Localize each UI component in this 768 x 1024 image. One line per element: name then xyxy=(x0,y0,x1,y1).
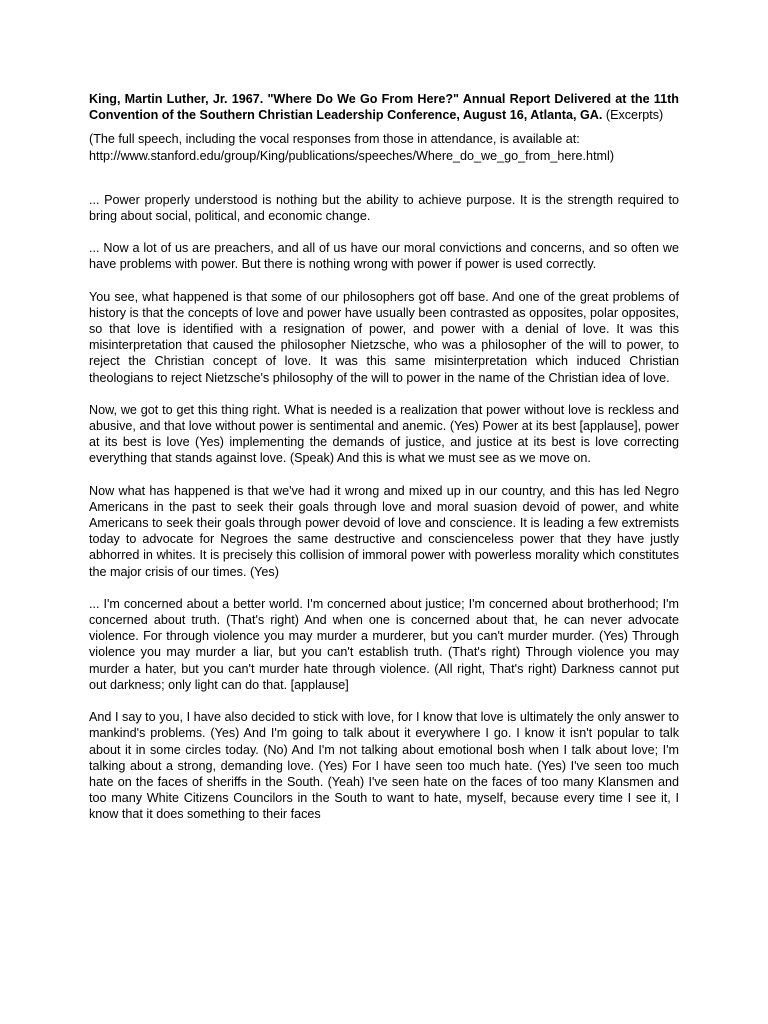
paragraph-3: You see, what happened is that some of our philosophers got off base. And one of the great problems of history is that the concepts of love and power have usually been contrasted as opposites, polar opposites, so that love is identified with a resignation of power, and power with a denial of love. It was this misinterpretation that caused the philosopher Nietzsche, who was a philosopher of the will to power, to reject the Christian concept of love. It was this same misinterpretation which induced Christian theologians to reject Nietzsche's philosophy of the will to power in the name of the Christian idea of love. xyxy=(89,289,679,385)
paragraph-7: And I say to you, I have also decided to stick with love, for I know that love is ultimately the only answer to mankind's problems. (Yes) And I'm going to talk about it everywhere I go. I know it isn't popular to talk about it in some circles today. (No) And I'm not talking about emotional bosh when I talk about love; I'm talking about a strong, demanding love. (Yes) For I have seen too much hate. (Yes) I've seen too much hate on the faces of sheriffs in the South. (Yeah) I've seen hate on the faces of too many Klansmen and too many White Citizens Councilors in the South to want to hate, myself, because every time I see it, I know that it does something to their faces xyxy=(89,710,679,822)
paragraph-5: Now what has happened is that we've had it wrong and mixed up in our country, and this has led Negro Americans in the past to seek their goals through love and moral suasion devoid of power, and white Americans to seek their goals through power devoid of love and conscience. It is leading a few extremists today to advocate for Negroes the same destructive and conscienceless power that they have justly abhorred in whites. It is precisely this collision of immoral power with powerless morality which constitutes the major crisis of our times. (Yes) xyxy=(89,483,679,579)
availability-note: (The full speech, including the vocal responses from those in attendance, is available at: http://www.stanford.edu/group/King/publications/speeches/Where_do_we_go_from_here.html) xyxy=(89,132,615,163)
citation-title: King, Martin Luther, Jr. 1967. "Where Do We Go From Here?" Annual Report Delivered at the 11th Convention of the Southern Christian Leadership Conference, August 16, Atlanta, GA. xyxy=(89,92,679,123)
document-page xyxy=(89,91,679,839)
paragraph-2: ... Now a lot of us are preachers, and all of us have our moral convictions and concerns, and so often we have problems with power. But there is nothing wrong with power if power is used correctly. xyxy=(89,241,679,272)
paragraph-4: Now, we got to get this thing right. What is needed is a realization that power without love is reckless and abusive, and that love without power is sentimental and anemic. (Yes) Power at its best [applause], power at its best is love (Yes) implementing the demands of justice, and justice at its best is love correcting everything that stands against love. (Speak) And this is what we must see as we move on. xyxy=(89,402,679,466)
citation-note: (Excerpts) xyxy=(602,108,664,123)
citation xyxy=(89,91,679,123)
paragraph-6: ... I'm concerned about a better world. I'm concerned about justice; I'm concerned about brotherhood; I'm concerned about truth. (That's right) And when one is concerned about that, he can never advocate violence. For through violence you may murder a murderer, but you can't murder murder. (Yes) Through violence you may murder a liar, but you can't establish truth. (That's right) Through violence you may murder a hater, but you can't murder hate through violence. (All right, That's right) Darkness cannot put out darkness; only light can do that. [applause] xyxy=(89,596,679,692)
paragraph-1: ... Power properly understood is nothing but the ability to achieve purpose. It is the strength required to bring about social, political, and economic change. xyxy=(89,192,679,224)
